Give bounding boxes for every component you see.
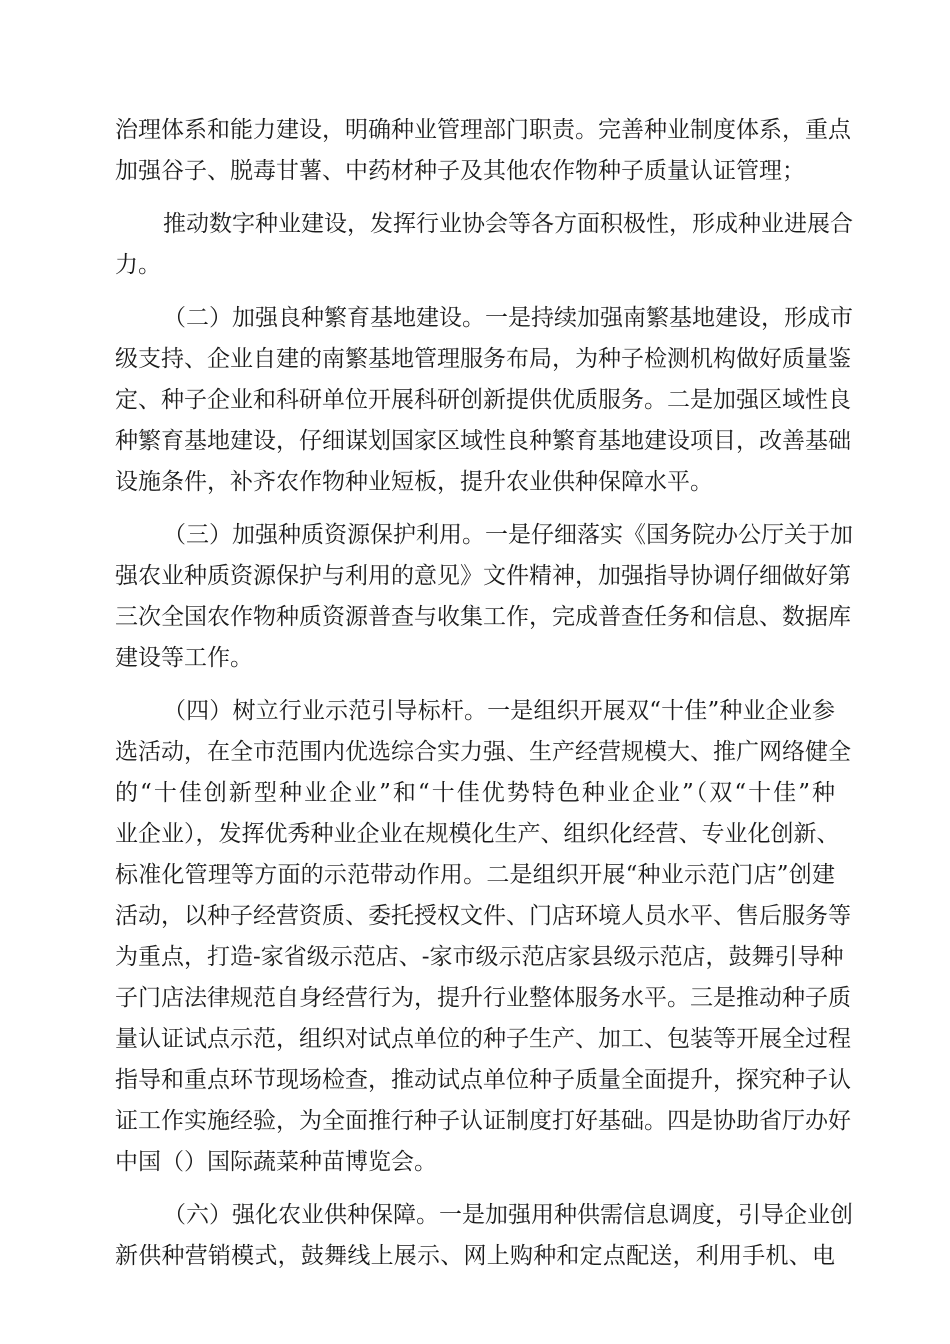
paragraph-5-line-3: 的“十佳创新型种业企业”和“十佳优势特色种业企业”（双“十佳”种 [115,780,835,806]
paragraph-2-line-1: 推动数字种业建设，发挥行业协会等各方面积极性，形成种业进展合 [163,211,853,237]
paragraph-5-line-7: 为重点，打造-家省级示范店、-家市级示范店家县级示范店，鼓舞引导种 [115,944,844,970]
paragraph-1-line-1: 治理体系和能力建设，明确种业管理部门职责。完善种业制度体系，重点 [115,117,851,143]
paragraph-6-line-1: （六）强化农业供种保障。一是加强用种供需信息调度，引导企业创 [163,1202,853,1228]
paragraph-5-line-1: （四）树立行业示范引导标杆。一是组织开展双“十佳”种业企业参 [163,698,835,724]
paragraph-5-line-12: 中国（）国际蔬菜种苗博览会。 [115,1149,437,1175]
paragraph-3-line-3: 定、种子企业和科研单位开展科研创新提供优质服务。二是加强区域性良 [115,387,851,413]
paragraph-2-line-2: 力。 [115,252,161,278]
paragraph-5-line-8: 子门店法律规范自身经营行为，提升行业整体服务水平。三是推动种子质 [115,985,851,1011]
paragraph-5-line-5: 标准化管理等方面的示范带动作用。二是组织开展“种业示范门店”创建 [115,862,835,888]
paragraph-5-line-11: 证工作实施经验，为全面推行种子认证制度打好基础。四是协助省厅办好 [115,1108,851,1134]
paragraph-3-line-2: 级支持、企业自建的南繁基地管理服务布局，为种子检测机构做好质量鉴 [115,346,851,372]
paragraph-3-line-1: （二）加强良种繁育基地建设。一是持续加强南繁基地建设，形成市 [163,305,853,331]
paragraph-4-line-2: 强农业种质资源保护与利用的意见》文件精神，加强指导协调仔细做好第 [115,563,851,589]
paragraph-5-line-9: 量认证试点示范，组织对试点单位的种子生产、加工、包装等开展全过程 [115,1026,851,1052]
paragraph-5-line-10: 指导和重点环节现场检查，推动试点单位种子质量全面提升，探究种子认 [115,1067,851,1093]
paragraph-3-line-4: 种繁育基地建设，仔细谋划国家区域性良种繁育基地建设项目，改善基础 [115,428,851,454]
paragraph-5-line-4: 业企业），发挥优秀种业企业在规模化生产、组织化经营、专业化创新、 [115,821,840,847]
paragraph-5-line-2: 选活动，在全市范围内优选综合实力强、生产经营规模大、推广网络健全 [115,739,851,765]
paragraph-4-line-4: 建设等工作。 [115,645,253,671]
paragraph-1-line-2: 加强谷子、脱毒甘薯、中药材种子及其他农作物种子质量认证管理； [115,158,805,184]
paragraph-3-line-5: 设施条件，补齐农作物种业短板，提升农业供种保障水平。 [115,469,713,495]
paragraph-4-line-3: 三次全国农作物种质资源普查与收集工作，完成普查任务和信息、数据库 [115,604,851,630]
paragraph-4-line-1: （三）加强种质资源保护利用。一是仔细落实《国务院办公厅关于加 [163,522,853,548]
paragraph-6-line-2: 新供种营销模式，鼓舞线上展示、网上购种和定点配送，利用手机、电 [115,1243,835,1269]
paragraph-5-line-6: 活动，以种子经营资质、委托授权文件、门店环境人员水平、售后服务等 [115,903,851,929]
